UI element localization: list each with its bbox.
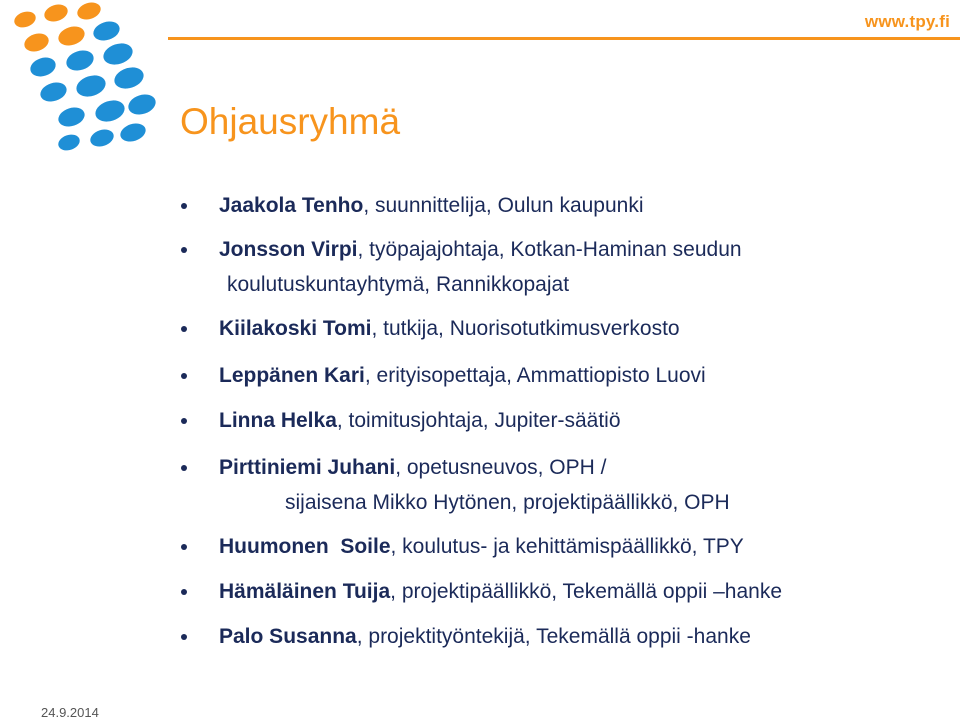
slide-date: 24.9.2014 bbox=[41, 705, 99, 720]
member-name: Linna Helka bbox=[219, 409, 337, 432]
bullet-icon bbox=[181, 418, 187, 424]
list-item bbox=[219, 574, 782, 609]
member-name: Leppänen Kari bbox=[219, 364, 365, 387]
bullet-icon bbox=[181, 203, 187, 209]
member-name: Jaakola Tenho bbox=[219, 194, 364, 217]
list-item bbox=[219, 450, 730, 520]
list-item bbox=[219, 232, 742, 302]
bullet-icon bbox=[181, 465, 187, 471]
member-role: , erityisopettaja, Ammattiopisto Luovi bbox=[364, 364, 706, 387]
member-role: , koulutus- ja kehittämispäällikkö, TPY bbox=[390, 535, 744, 558]
header-divider-line bbox=[168, 37, 960, 40]
member-name: Hämäläinen Tuija bbox=[219, 580, 391, 603]
slide-title: Ohjausryhmä bbox=[180, 101, 401, 142]
member-role: , työpajajohtaja, Kotkan-Haminan seudun bbox=[357, 238, 742, 261]
bullet-icon bbox=[181, 544, 187, 550]
member-name: Kiilakoski Tomi bbox=[219, 317, 372, 340]
member-role: , projektipäällikkö, Tekemällä oppii –hanke bbox=[390, 580, 783, 603]
bullet-icon bbox=[181, 247, 187, 253]
member-role: , opetusneuvos, OPH / bbox=[395, 456, 607, 479]
list-item bbox=[219, 188, 644, 223]
list-item bbox=[219, 403, 621, 438]
list-item bbox=[219, 619, 751, 654]
list-item bbox=[219, 529, 744, 564]
tpy-logo-dots bbox=[0, 0, 170, 160]
member-role: , toimitusjohtaja, Jupiter-säätiö bbox=[336, 409, 621, 432]
member-role-continuation: koulutuskuntayhtymä, Rannikkopajat bbox=[227, 273, 570, 296]
list-item bbox=[219, 311, 680, 346]
member-name: Palo Susanna bbox=[219, 625, 357, 648]
bullet-icon bbox=[181, 589, 187, 595]
list-item bbox=[219, 358, 706, 393]
member-name: Jonsson Virpi bbox=[219, 238, 358, 261]
bullet-icon bbox=[181, 634, 187, 640]
member-role-continuation: sijaisena Mikko Hytönen, projektipäällikkö, OPH bbox=[285, 491, 730, 514]
member-role: , tutkija, Nuorisotutkimusverkosto bbox=[371, 317, 680, 340]
member-role: , projektityöntekijä, Tekemällä oppii -hanke bbox=[356, 625, 751, 648]
member-role: , suunnittelija, Oulun kaupunki bbox=[363, 194, 644, 217]
bullet-icon bbox=[181, 326, 187, 332]
bullet-icon bbox=[181, 373, 187, 379]
brand-url: www.tpy.fi bbox=[864, 12, 950, 31]
member-name: Pirttiniemi Juhani bbox=[219, 456, 396, 479]
member-name: Huumonen Soile bbox=[219, 535, 391, 558]
